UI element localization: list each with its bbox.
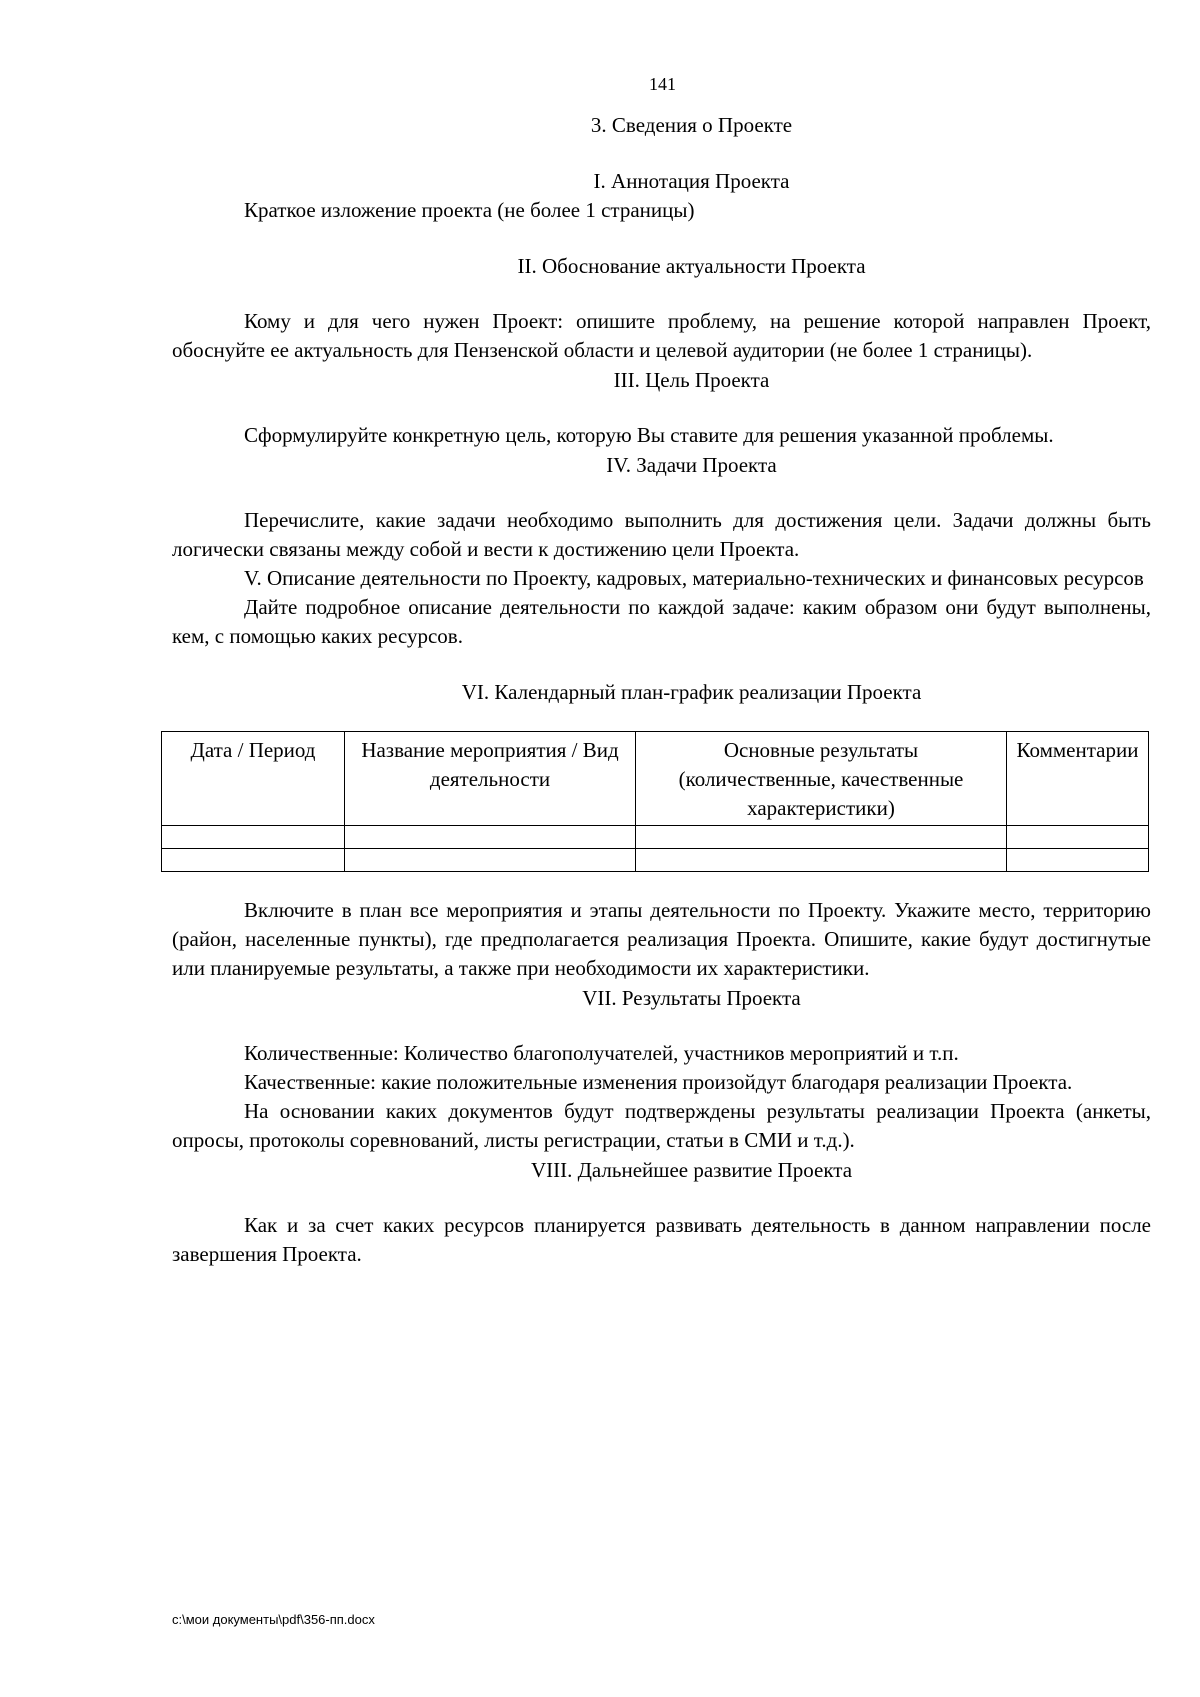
section-heading: 3. Сведения о Проекте xyxy=(590,113,793,137)
table-cell[interactable] xyxy=(1007,849,1149,872)
goal-title: III. Цель Проекта xyxy=(613,368,770,392)
relevance-title: II. Обоснование актуальности Проекта xyxy=(517,254,866,278)
table-cell[interactable] xyxy=(345,849,636,872)
table-header-comments: Комментарии xyxy=(1007,732,1149,826)
tasks-title: IV. Задачи Проекта xyxy=(606,453,777,477)
goal-text: Сформулируйте конкретную цель, которую Вы ставите для решения указанной проблемы. xyxy=(244,423,1054,447)
document-body xyxy=(172,110,1151,1269)
development-title: VIII. Дальнейшее развитие Проекта xyxy=(530,1158,853,1182)
schedule-text: Включите в план все мероприятия и этапы деятельности по Проекту. Укажите место, территорию (район, населенные пункты), где предполагается реализация Проекта. Опишите, какие будут достигнутые или планируемые результаты, а также при необходимости их характеристики. xyxy=(172,898,1151,980)
table-header-date: Дата / Период xyxy=(162,732,345,826)
results-qualitative: Качественные: какие положительные изменения произойдут благодаря реализации Проекта. xyxy=(244,1070,1073,1094)
results-documents: На основании каких документов будут подтверждены результаты реализации Проекта (анкеты, опросы, протоколы соревнований, листы регистрации, статьи в СМИ и т.д.). xyxy=(172,1099,1151,1152)
activities-title: V. Описание деятельности по Проекту, кадровых, материально-технических и финансовых ресурсов xyxy=(244,566,1144,590)
annotation-title: I. Аннотация Проекта xyxy=(593,169,790,193)
annotation-text: Краткое изложение проекта (не более 1 страницы) xyxy=(244,198,695,222)
table-cell[interactable] xyxy=(162,826,345,849)
results-quantitative: Количественные: Количество благополучателей, участников мероприятий и т.п. xyxy=(244,1041,959,1065)
table-row xyxy=(162,849,1149,872)
file-path-footer: c:\мои документы\pdf\356-пп.docx xyxy=(172,1612,375,1627)
activities-text: Дайте подробное описание деятельности по каждой задаче: каким образом они будут выполнены, кем, с помощью каких ресурсов. xyxy=(172,595,1151,648)
table-cell[interactable] xyxy=(162,849,345,872)
page-number: 141 xyxy=(649,74,676,94)
table-cell[interactable] xyxy=(1007,826,1149,849)
table-cell[interactable] xyxy=(345,826,636,849)
schedule-title: VI. Календарный план-график реализации Проекта xyxy=(461,680,922,704)
development-text: Как и за счет каких ресурсов планируется развивать деятельность в данном направлении после завершения Проекта. xyxy=(172,1213,1151,1266)
table-cell[interactable] xyxy=(636,849,1007,872)
table-header-results: Основные результаты (количественные, качественные характеристики) xyxy=(636,732,1007,826)
table-header-activity: Название мероприятия / Вид деятельности xyxy=(345,732,636,826)
table-header-row xyxy=(162,732,1149,826)
table-row xyxy=(162,826,1149,849)
schedule-table xyxy=(161,731,1149,872)
tasks-text: Перечислите, какие задачи необходимо выполнить для достижения цели. Задачи должны быть логически связаны между собой и вести к достижению цели Проекта. xyxy=(172,508,1151,561)
results-title: VII. Результаты Проекта xyxy=(582,986,801,1010)
table-cell[interactable] xyxy=(636,826,1007,849)
relevance-text: Кому и для чего нужен Проект: опишите проблему, на решение которой направлен Проект, обоснуйте ее актуальность для Пензенской области и целевой аудитории (не более 1 страницы). xyxy=(172,309,1151,362)
